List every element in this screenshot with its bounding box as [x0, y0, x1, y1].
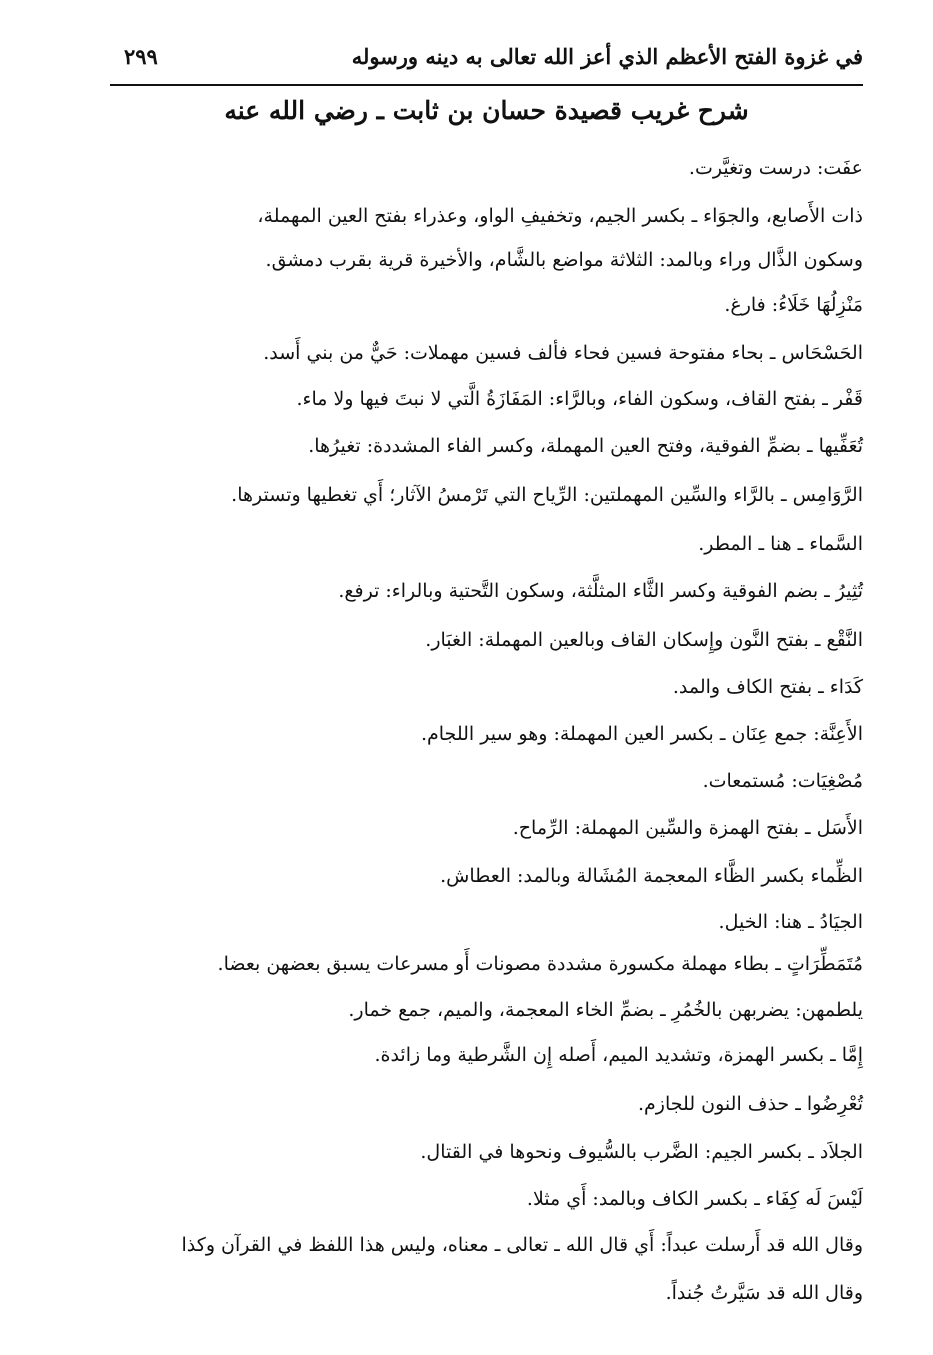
text-line: قَفْر ـ بفتح القاف، وسكون الفاء، وبالرَّاء: المَفَازَةُ الَّتي لا نبتَ فيها ولا ماء. — [296, 388, 863, 410]
text-line: الظِّماء بكسر الظَّاء المعجمة المُشَالة وبالمد: العطاش. — [440, 865, 863, 887]
text-line: كَدَاء ـ بفتح الكاف والمد. — [672, 676, 863, 698]
text-line: وقال الله قد أَرسلت عبداً: أَي قال الله ـ تعالى ـ معناه، وليس هذا اللفظ في القرآن وكذا — [181, 1234, 863, 1256]
header-rule — [110, 84, 863, 86]
text-line: وسكون الذَّال وراء وبالمد: الثلاثة مواضع بالشَّام، والأخيرة قرية بقرب دمشق. — [265, 249, 863, 271]
text-line: إِمَّا ـ بكسر الهمزة، وتشديد الميم، أَصله إِن الشَّرطية وما زائدة. — [374, 1044, 863, 1066]
header-title: في غزوة الفتح الأعظم الذي أعز الله تعالى به دينه ورسوله — [351, 44, 863, 69]
text-line: لَيْسَ لَه كِفَاء ـ بكسر الكاف وبالمد: أَي مثلا. — [526, 1188, 863, 1210]
text-line: يلطمهن: يضربهن بالخُمُرِ ـ بضمِّ الخاء المعجمة، والميم، جمع خمار. — [348, 999, 863, 1021]
text-line: الرَّوَامِس ـ بالرَّاء والسِّين المهملتين: الرِّياح التي تَرْمسُ الآثار؛ أَي تغطيها وتسترها. — [231, 484, 863, 506]
text-line: مُتَمَطِّرَاتٍ ـ بطاء مهملة مكسورة مشددة مصونات أَو مسرعات يسبق بعضهن بعضا. — [217, 953, 863, 975]
text-line: عفَت: درست وتغيَّرت. — [688, 157, 863, 179]
text-line: الأَسَل ـ بفتح الهمزة والسِّين المهملة: الرِّماح. — [512, 817, 863, 839]
text-line: مَنْزِلُهَا خَلَاءُ: فارغ. — [724, 294, 863, 316]
text-line: تُعْرِضُوا ـ حذف النون للجازم. — [638, 1093, 863, 1115]
page-number: ٢٩٩ — [124, 44, 158, 69]
text-line: الجلاَد ـ بكسر الجيم: الضَّرب بالسُّيوف ونحوها في القتال. — [420, 1141, 863, 1163]
text-line: مُصْغِيَات: مُستمعات. — [702, 770, 863, 792]
text-line: الأَعِنَّة: جمع عِنَان ـ بكسر العين المهملة: وهو سير اللجام. — [420, 723, 863, 745]
section-title: شرح غريب قصيدة حسان بن ثابت ـ رضي الله عنه — [224, 96, 749, 125]
text-line: وقال الله قد سَيَّرتُ جُنداً. — [665, 1282, 863, 1304]
text-line: النَّقْع ـ بفتح النَّون وإِسكان القاف وبالعين المهملة: الغبَار. — [425, 629, 863, 651]
running-header — [110, 40, 863, 80]
text-line: الحَسْحَاس ـ بحاء مفتوحة فسين فحاء فألف فسين مهملات: حَيٌّ من بني أَسد. — [263, 342, 863, 364]
text-line: الجيَادُ ـ هنا: الخيل. — [718, 911, 863, 933]
text-line: السَّماء ـ هنا ـ المطر. — [698, 533, 863, 555]
text-line: ذات الأَصابع، والجوَاء ـ بكسر الجيم، وتخفيفِ الواو، وعذراء بفتح العين المهملة، — [257, 205, 863, 227]
text-line: تُعَفِّيها ـ بضمِّ الفوقية، وفتح العين المهملة، وكسر الفاء المشددة: تغيرُها. — [308, 435, 863, 457]
text-line: تُثِيرُ ـ بضم الفوقية وكسر الثَّاء المثلَّثة، وسكون التَّحتية وبالراء: ترفع. — [338, 580, 863, 602]
